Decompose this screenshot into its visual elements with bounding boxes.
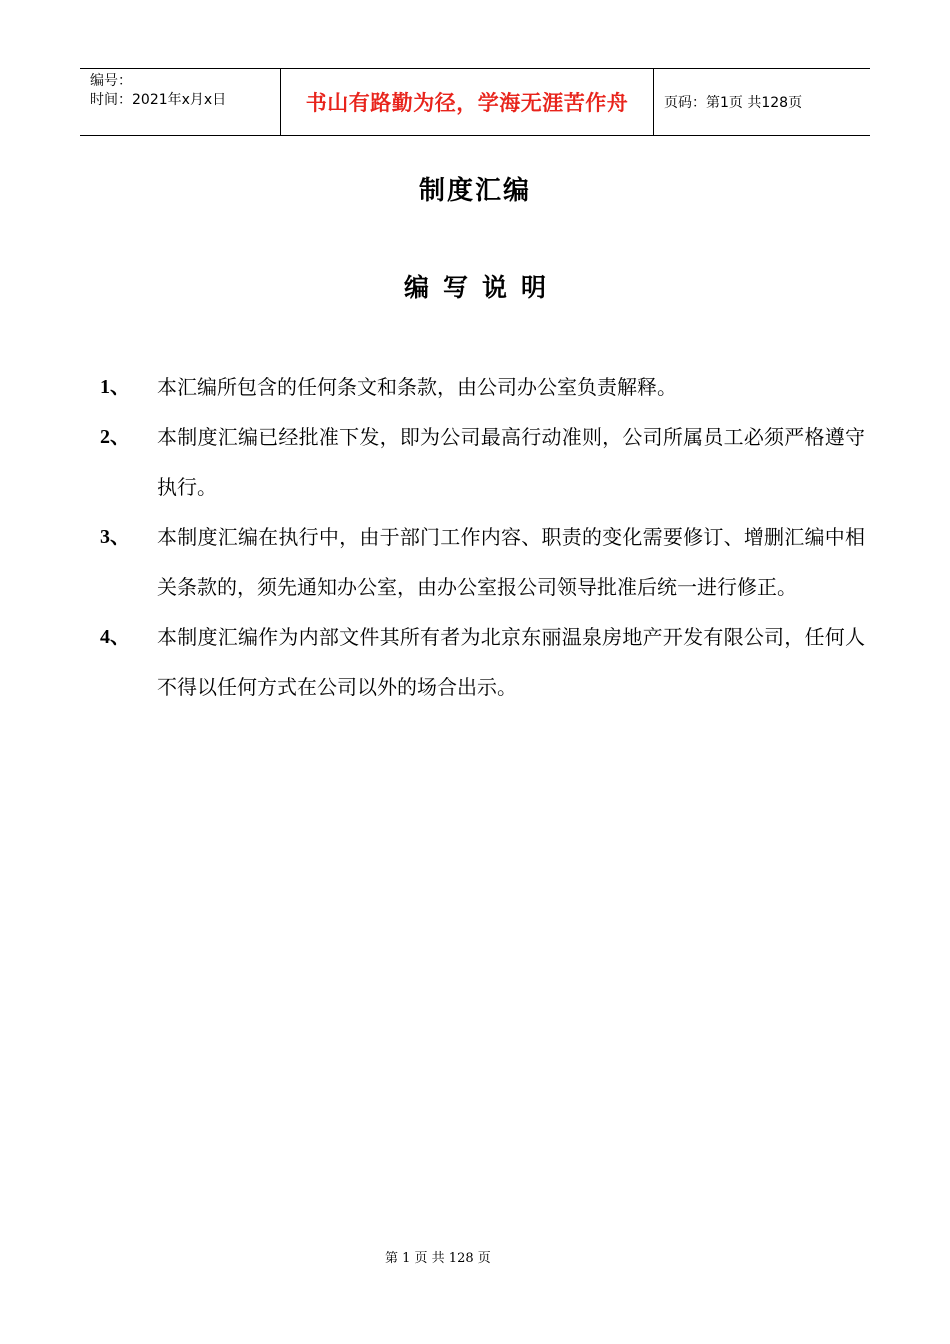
- list-item: [100, 612, 865, 712]
- header-table: [80, 68, 870, 136]
- motto-text: 书山有路勤为径，学海无涯苦作舟: [305, 91, 629, 115]
- item-text: 本制度汇编在执行中，由于部门工作内容、职责的变化需要修订、增删汇编中相关条款的，须先通知办公室，由办公室报公司领导批准后统一进行修正。: [157, 525, 865, 599]
- item-text: 本制度汇编作为内部文件其所有者为北京东丽温泉房地产开发有限公司，任何人不得以任何方式在公司以外的场合出示。: [157, 625, 865, 699]
- item-text: 本汇编所包含的任何条文和条款，由公司办公室负责解释。: [157, 375, 677, 399]
- item-text: 本制度汇编已经批准下发，即为公司最高行动准则，公司所属员工必须严格遵守执行。: [157, 425, 865, 499]
- list-item: [100, 412, 865, 512]
- document-title: 制度汇编: [418, 176, 531, 206]
- time-label: 时间：2021年x月x日: [90, 92, 227, 108]
- page-footer: 第 1 页 共 128 页: [385, 1251, 491, 1266]
- header-meta-cell: [80, 69, 281, 135]
- number-label: 编号：: [90, 73, 132, 89]
- instruction-list: [100, 362, 865, 712]
- list-item: [100, 512, 865, 612]
- header-motto-cell: [281, 69, 654, 135]
- header-page-cell: [654, 69, 870, 135]
- item-number: 3、: [100, 526, 130, 548]
- page-info: 页码：第1页 共128页: [664, 95, 803, 111]
- list-item: [100, 362, 865, 412]
- item-number: 4、: [100, 626, 130, 648]
- section-subtitle: 编写说明: [403, 273, 560, 302]
- item-number: 2、: [100, 426, 130, 448]
- item-number: 1、: [100, 376, 130, 398]
